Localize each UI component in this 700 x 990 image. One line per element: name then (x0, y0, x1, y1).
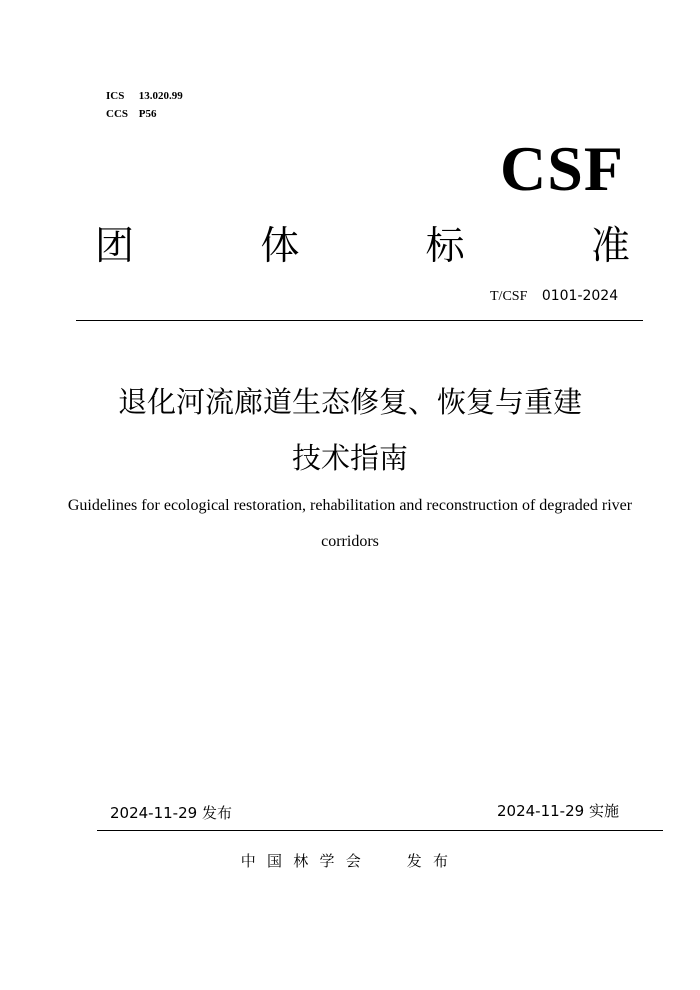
title-english: Guidelines for ecological restoration, rehabilitation and reconstruction of degraded river corridors (67, 497, 633, 550)
ics-line (106, 87, 183, 105)
standard-type-char: 体 (260, 224, 300, 269)
ccs-label: CCS (106, 108, 129, 120)
footer-divider (97, 830, 663, 831)
publish-date: 2024-11-29 发布 (110, 804, 232, 822)
standard-number-prefix: T/CSF (490, 289, 528, 304)
standard-number-code: 0101-2024 (541, 288, 619, 304)
ccs-line (106, 105, 183, 123)
standard-type-heading (95, 222, 630, 272)
standard-type-char: 团 (95, 224, 135, 269)
title-chinese-line-1: 退化河流廊道生态修复、恢复与重建 (117, 385, 582, 419)
csf-logo: CSF (500, 133, 624, 204)
ics-label: ICS (106, 90, 125, 102)
standard-number (490, 287, 618, 306)
publisher-name: 中国林学会 (240, 852, 372, 870)
publisher-action: 发布 (406, 852, 460, 870)
implement-date: 2024-11-29 实施 (497, 802, 619, 820)
ics-code: 13.020.99 (138, 90, 183, 102)
publisher-line (0, 850, 700, 872)
header-divider (76, 320, 643, 321)
standard-type-char: 标 (425, 224, 465, 269)
classification-codes (106, 87, 183, 123)
title-chinese-line-2: 技术指南 (291, 441, 408, 475)
standard-type-char: 准 (590, 224, 630, 269)
ccs-code: P56 (138, 108, 157, 120)
